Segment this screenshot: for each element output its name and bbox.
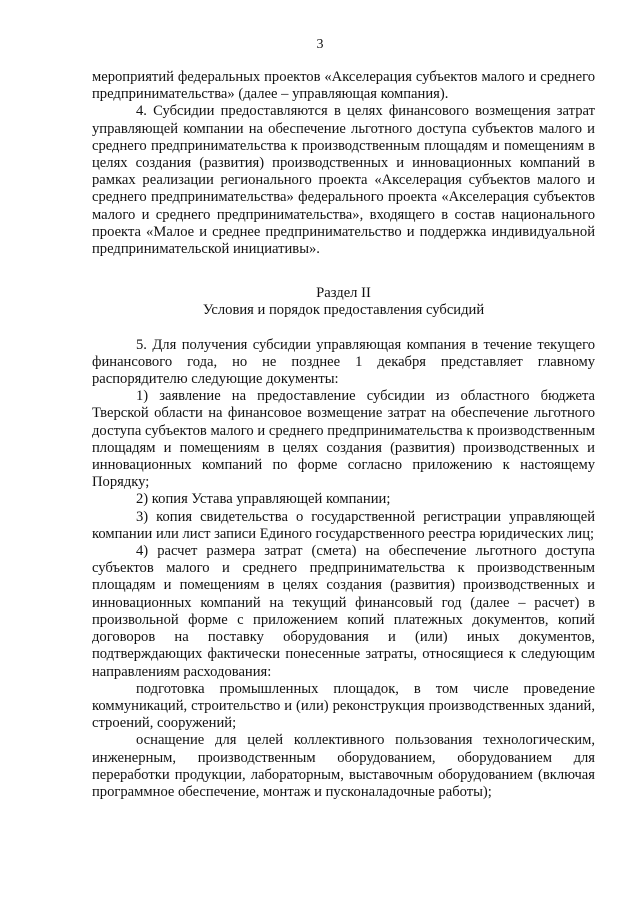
list-item-2: 2) копия Устава управляющей компании; — [136, 491, 391, 508]
paragraph-continuation: мероприятий федеральных проектов «Акселерация субъектов малого и среднего предпринимательства» (далее – управляющая компания). — [92, 69, 595, 103]
list-item-3: 3) копия свидетельства о государственной регистрации управляющей компании или лист записи Единого государственного реестра юридических лиц; — [92, 508, 595, 542]
expense-direction-2: оснащение для целей коллективного пользования технологическим, инженерным, производственным оборудованием, оборудованием для переработки продукции, лабораторным, выставочным оборудованием (включая программное обеспечение, монтаж и пусконаладочные работы); — [92, 732, 595, 800]
paragraph-item-5: 5. Для получения субсидии управляющая компания в течение текущего финансового года, но не позднее 1 декабря представляет главному распорядителю следующие документы: — [92, 336, 595, 388]
section-heading: Условия и порядок предоставления субсидий — [202, 302, 485, 319]
document-body — [92, 69, 595, 801]
expense-direction-1: подготовка промышленных площадок, в том числе проведение коммуникаций, строительство и (или) реконструкция производственных зданий, строений, сооружений; — [92, 680, 595, 732]
page-number: 3 — [316, 37, 324, 52]
section-number: Раздел II — [316, 285, 371, 302]
list-item-1: 1) заявление на предоставление субсидии из областного бюджета Тверской области на финансовое возмещение затрат на обеспечение льготного доступа субъектов малого и среднего предпринимательства к производственным площадям и помещениям в целях создания (развития) производственных и инновационных компаний по форме согласно приложению к настоящему Порядку; — [92, 388, 595, 491]
paragraph-item-4: 4. Субсидии предоставляются в целях финансового возмещения затрат управляющей компании на обеспечение льготного доступа субъектов малого и среднего предпринимательства к производственным площадям и помещениям в целях создания (развития) производственных и инновационных компаний в рамках реализации регионального проекта «Акселерация субъектов малого и среднего предпринимательства» федерального проекта «Акселерация субъектов малого и среднего предпринимательства», входящего в состав национального проекта «Малое и среднее предпринимательство и поддержка индивидуальной предпринимательской инициативы». — [92, 103, 595, 258]
list-item-4: 4) расчет размера затрат (смета) на обеспечение льготного доступа субъектов малого и среднего предпринимательства к производственным площадям и помещениям в целях создания (развития) производственных и инновационных компаний на текущий финансовый год (далее – расчет) в произвольной форме с приложением копий платежных документов, копий договоров на поставку оборудования и (или) иных документов, подтверждающих фактически понесенные затраты, относящиеся к следующим направлениям расходования: — [92, 543, 595, 680]
